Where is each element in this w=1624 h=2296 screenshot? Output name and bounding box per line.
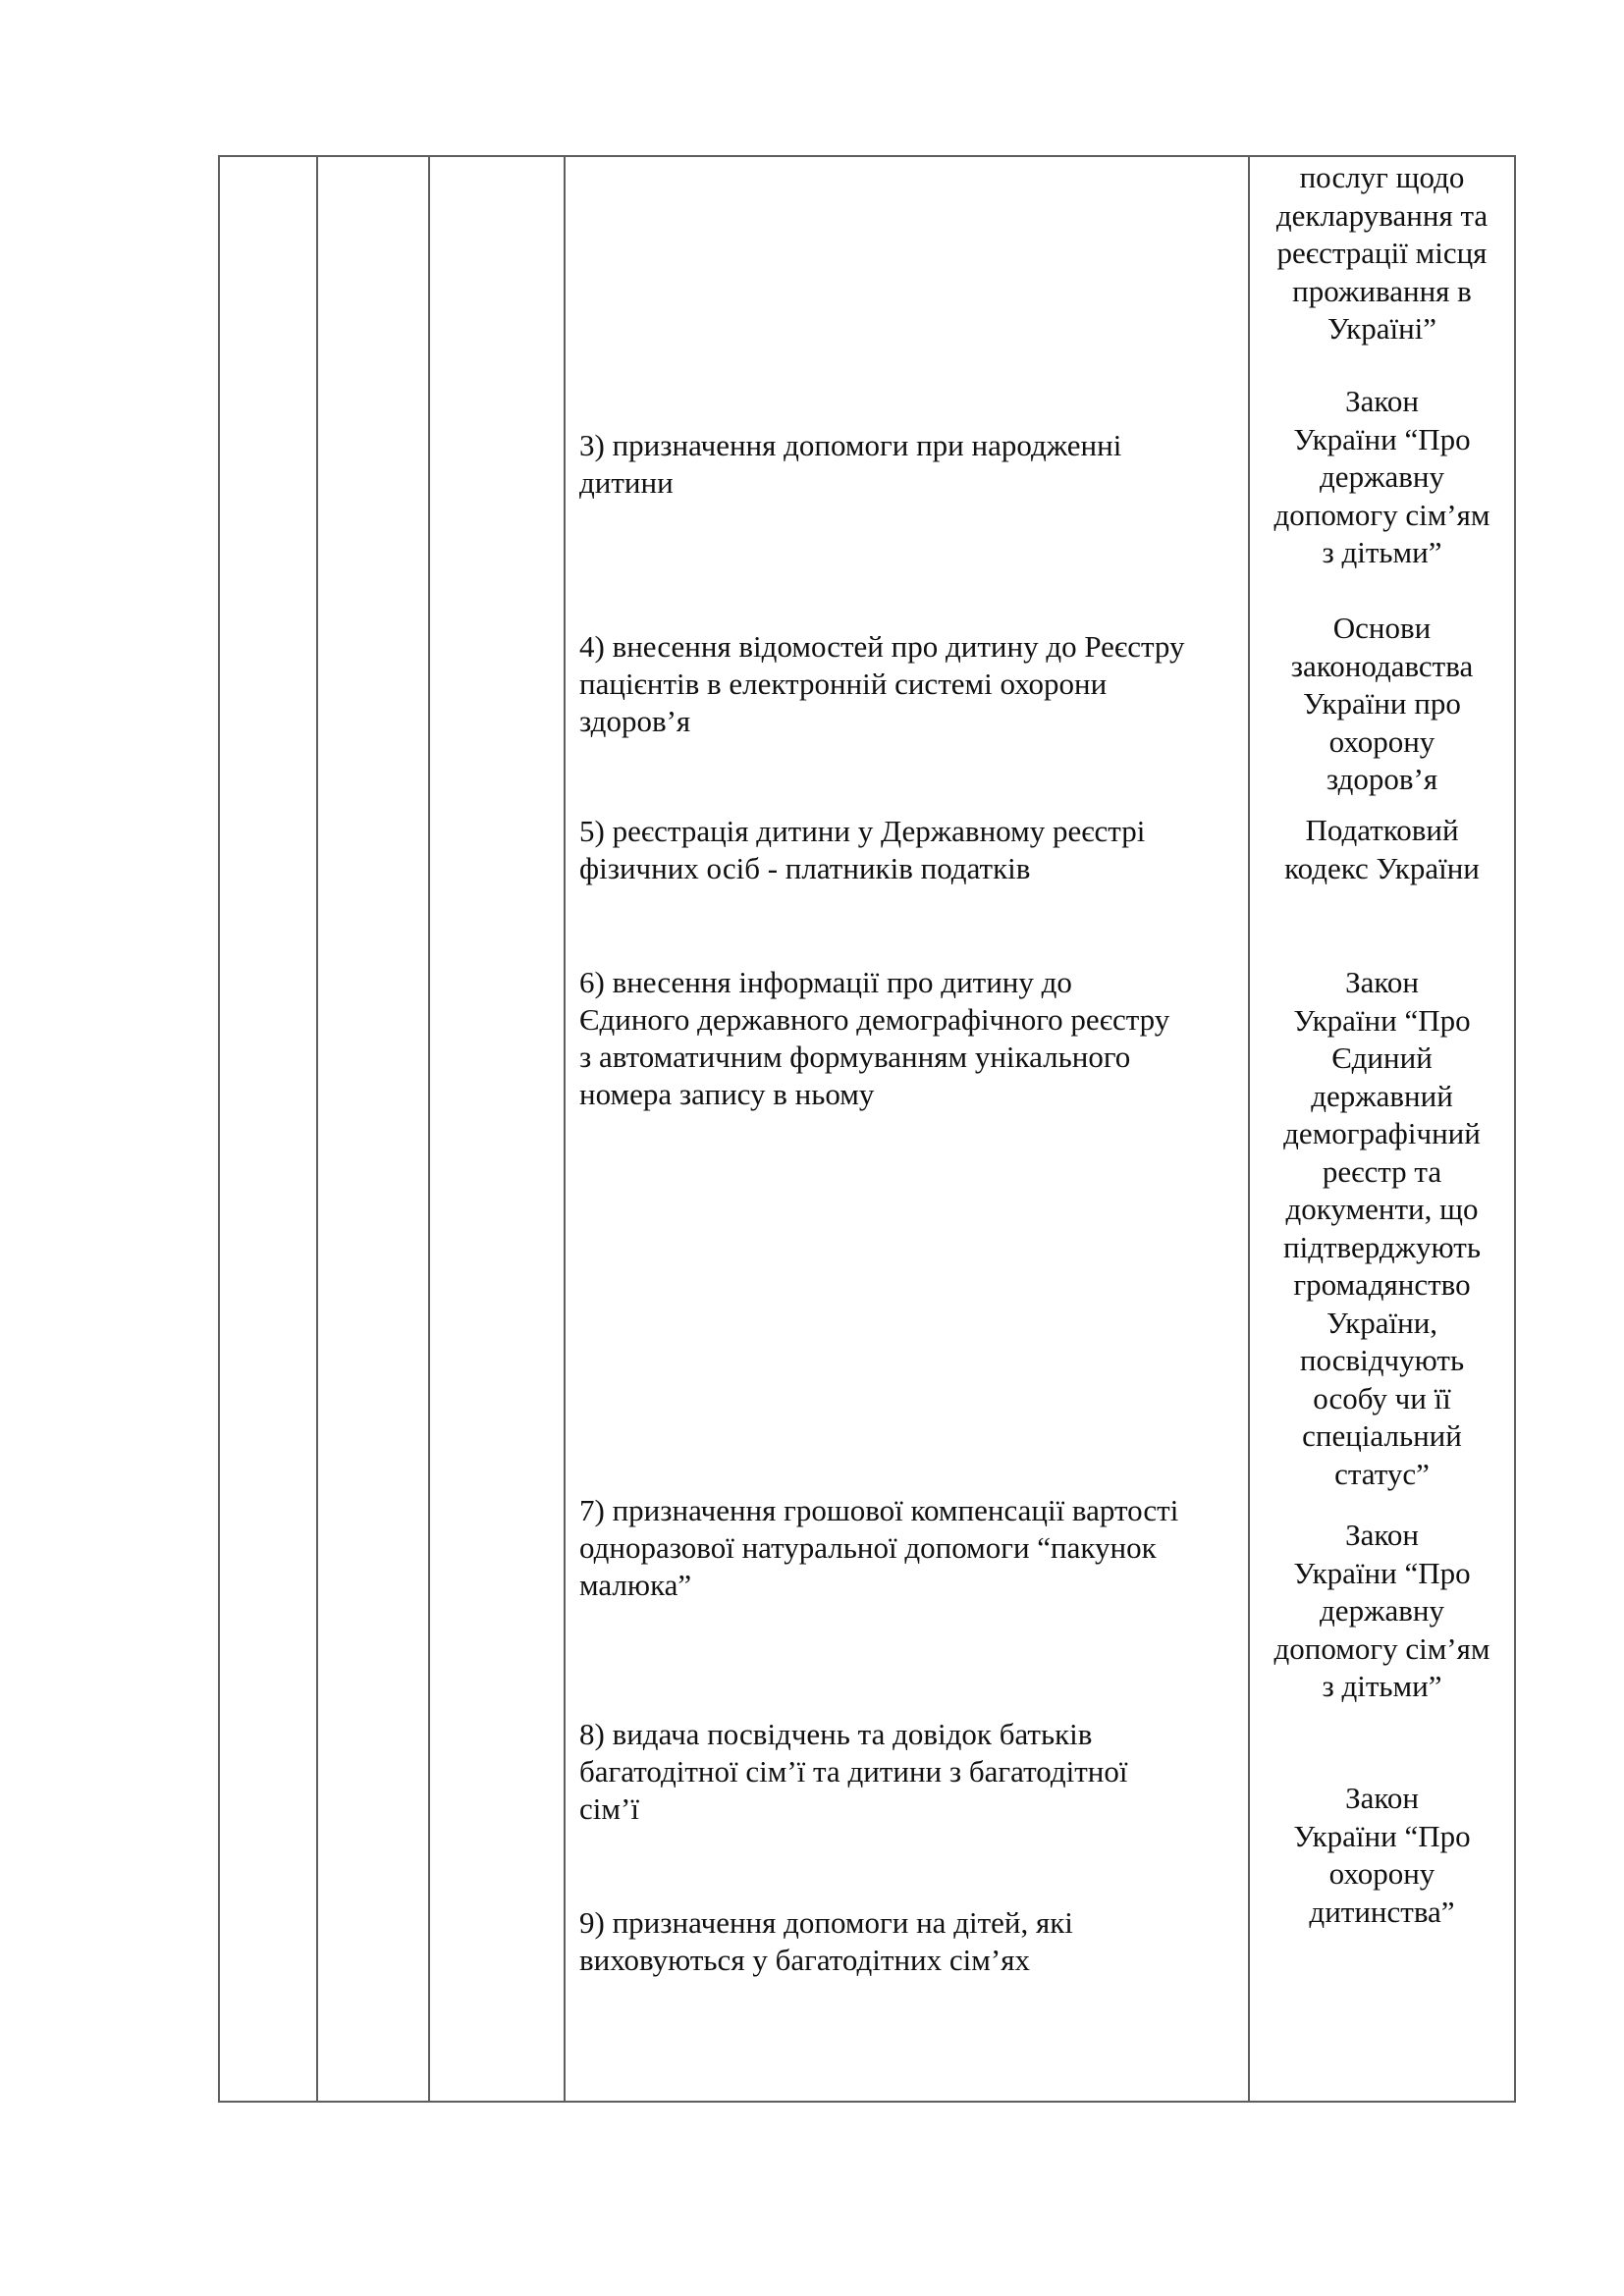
law-cell-row-3: Закон України “Про державну допомогу сім’ям з дітьми” [1273,384,1490,569]
column-divider-3 [564,157,566,2101]
law-cell-row-4: Основи законодавства України про охорону здоров’я [1290,611,1474,796]
law-cell-row-7: Закон України “Про державну допомогу сім’ям з дітьми” [1273,1518,1490,1703]
service-item-3: 3) призначення допомоги при народженні дитини [579,428,1122,500]
service-item-9: 9) призначення допомоги на дітей, які виховуються у багатодітних сім’ях [579,1905,1073,1977]
service-item-7: 7) призначення грошової компенсації вартості одноразової натуральної допомоги “пакунок малюка” [579,1493,1179,1602]
law-cell-continuation: послуг щодо декларування та реєстрації місця проживання в Україні” [1275,160,1489,346]
law-cell-row-6: Закон України “Про Єдиний державний демографічний реєстр та документи, що підтверджують громадянство України, посвідчують особу чи її спеціальний статус” [1283,965,1481,1491]
column-divider-2 [428,157,430,2101]
law-cell-row-5: Податковий кодекс України [1284,813,1480,885]
law-cell-row-8-9: Закон України “Про охорону дитинства” [1293,1781,1471,1929]
services-table [218,155,1516,2103]
service-item-6: 6) внесення інформації про дитину до Єдиного державного демографічного реєстру з автоматичним формуванням унікального номера запису в ньому [579,965,1170,1111]
service-item-4: 4) внесення відомостей про дитину до Реєстру пацієнтів в електронній системі охорони здоров’я [579,629,1185,738]
service-item-5: 5) реєстрація дитини у Державному реєстрі фізичних осіб - платників податків [579,814,1146,885]
service-item-8: 8) видача посвідчень та довідок батьків багатодітної сім’ї та дитини з багатодітної сім’ї [579,1717,1128,1826]
column-divider-1 [316,157,318,2101]
